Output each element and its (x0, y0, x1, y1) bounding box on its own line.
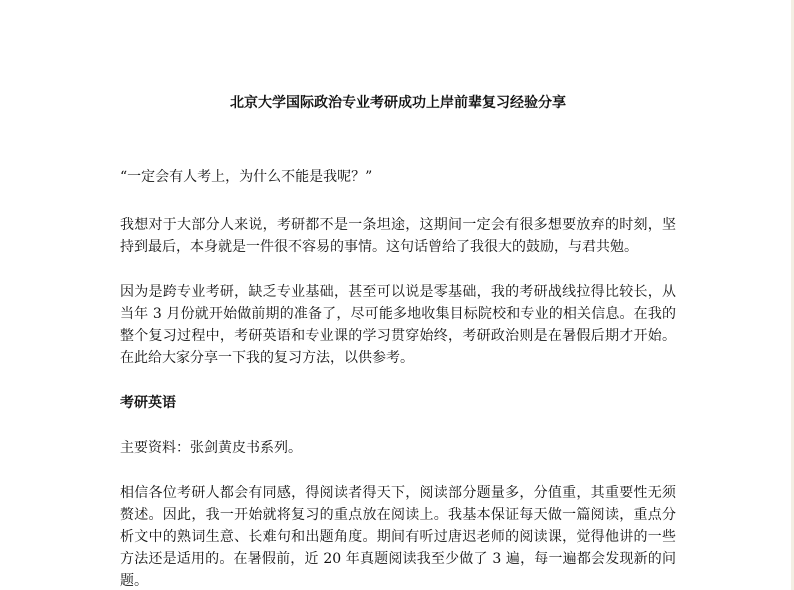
document-title: 北京大学国际政治专业考研成功上岸前辈复习经验分享 (230, 95, 566, 111)
materials-line: 主要资料：张剑黄皮书系列。 (120, 440, 302, 456)
document-body (120, 86, 676, 590)
intro-paragraph: 我想对于大部分人来说，考研都不是一条坦途，这期间一定会有很多想要放弃的时刻，坚持到最后，本身就是一件很不容易的事情。这句话曾给了我很大的鼓励，与君共勉。 (120, 217, 676, 255)
section-heading-english: 考研英语 (120, 395, 176, 411)
opening-quote: “一定会有人考上，为什么不能是我呢？” (120, 169, 373, 185)
background-paragraph: 因为是跨专业考研，缺乏专业基础，甚至可以说是零基础，我的考研战线拉得比较长，从当年 3 月份就开始做前期的准备了，尽可能多地收集目标院校和专业的相关信息。在我的整个复习过程中，考研英语和专业课的学习贯穿始终，考研政治则是在暑假后期才开始。在此给大家分享一下我的复习方法，以供参考。 (120, 284, 676, 366)
english-reading-paragraph: 相信各位考研人都会有同感，得阅读者得天下，阅读部分题量多，分值重，其重要性无须赘述。因此，我一开始就将复习的重点放在阅读上。我基本保证每天做一篇阅读，重点分析文中的熟词生意、长难句和出题角度。期间有听过唐迟老师的阅读课，觉得他讲的一些方法还是适用的。在暑假前，近 20 年真题阅读我至少做了 3 遍，每一遍都会发现新的问题。 (120, 485, 676, 589)
